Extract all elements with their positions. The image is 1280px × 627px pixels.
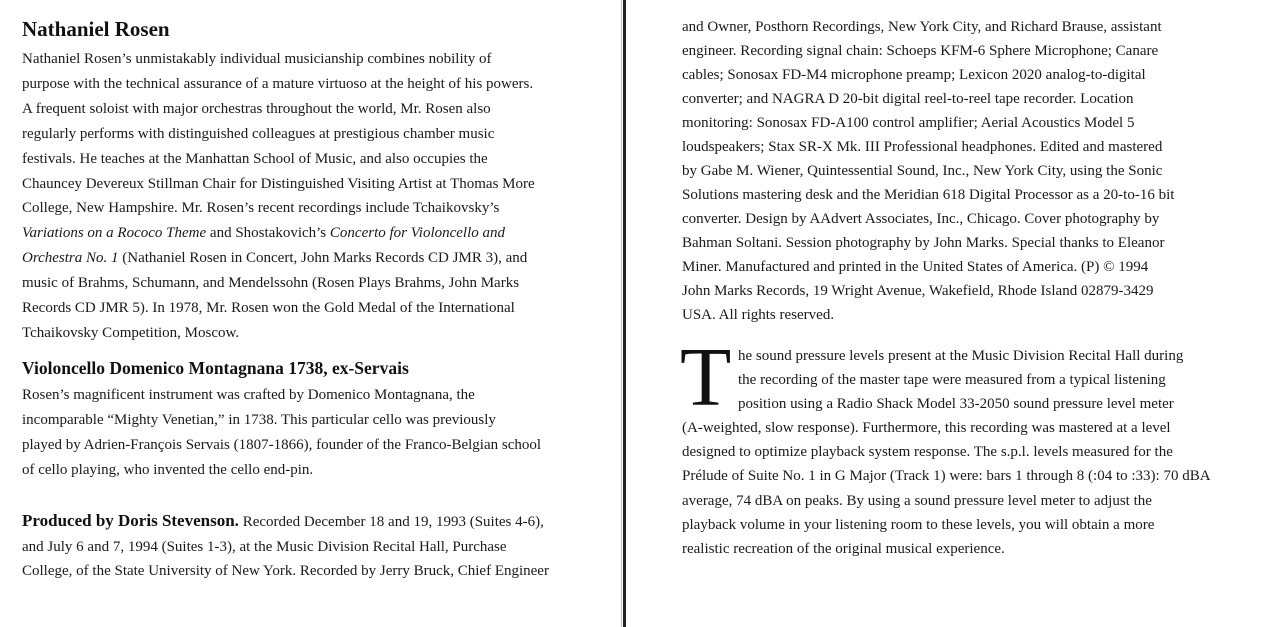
producer-lead: Produced by Doris Stevenson.: [22, 511, 239, 530]
text-line: College, of the State University of New York. Recorded by Jerry Bruck, Chief Engineer: [22, 563, 549, 580]
instrument-text: [22, 383, 541, 483]
text-line: Chauncey Devereux Stillman Chair for Distinguished Visiting Artist at Thomas More: [22, 175, 535, 192]
text-line: purpose with the technical assurance of a mature virtuoso at the height of his powers.: [22, 75, 534, 92]
page-gutter: [623, 0, 626, 627]
spl-note: [682, 344, 1211, 561]
text-line: Miner. Manufactured and printed in the United States of America. (P) © 1994: [682, 259, 1149, 275]
text-line: playback volume in your listening room to these levels, you will obtain a more: [682, 516, 1155, 533]
text-line: music of Brahms, Schumann, and Mendelssohn (Rosen Plays Brahms, John Marks: [22, 275, 520, 292]
text-line: Records CD JMR 5). In 1978, Mr. Rosen won the Gold Medal of the International: [22, 300, 515, 317]
artist-bio: [22, 47, 535, 346]
work-title: Concerto for Violoncello and: [329, 225, 506, 242]
text-line: A frequent soloist with major orchestras throughout the world, Mr. Rosen also: [22, 100, 491, 117]
text-line: realistic recreation of the original musical experience.: [682, 540, 1005, 557]
text-line: Prélude of Suite No. 1 in G Major (Track 1) were: bars 1 through 8 (:04 to :33): 70 dBA: [682, 468, 1211, 485]
text-line: monitoring: Sonosax FD-A100 control amplifier; Aerial Acoustics Model 5: [682, 115, 1135, 131]
production-credits: [22, 509, 549, 584]
text-line: USA. All rights reserved.: [682, 307, 835, 323]
text-line: of cello playing, who invented the cello end-pin.: [22, 462, 314, 478]
text-line: loudspeakers; Stax SR-X Mk. III Professional headphones. Edited and mastered: [682, 139, 1163, 155]
text-line: incomparable “Mighty Venetian,” in 1738. This particular cello was previously: [22, 412, 496, 428]
text-segment: and Shostakovich’s: [206, 225, 330, 242]
work-title: Variations on a Rococo Theme: [22, 225, 207, 242]
artist-heading: Nathaniel Rosen: [22, 17, 170, 41]
text-line: by Gabe M. Wiener, Quintessential Sound, Inc., New York City, using the Sonic: [682, 163, 1163, 179]
text-line: [22, 246, 535, 271]
text-line: the recording of the master tape were measured from a typical listening: [738, 372, 1166, 389]
work-title: Orchestra No. 1: [22, 250, 119, 267]
text-line: regularly performs with distinguished colleagues at prestigious chamber music: [22, 125, 495, 142]
text-line: festivals. He teaches at the Manhattan School of Music, and also occupies the: [22, 150, 488, 167]
text-line: played by Adrien-François Servais (1807-1866), founder of the Franco-Belgian school: [22, 437, 542, 453]
text-line: Bahman Soltani. Session photography by John Marks. Special thanks to Eleanor: [682, 235, 1165, 251]
text-line: cables; Sonosax FD-M4 microphone preamp; Lexicon 2020 analog-to-digital: [682, 67, 1146, 83]
text-line: Rosen’s magnificent instrument was crafted by Domenico Montagnana, the: [22, 387, 475, 403]
text-line: Solutions mastering desk and the Meridian 618 Digital Processor as a 20-to-16 bit: [682, 187, 1175, 203]
text-line: converter; and NAGRA D 20-bit digital reel-to-reel tape recorder. Location: [682, 91, 1134, 107]
text-line: Nathaniel Rosen’s unmistakably individual musicianship combines nobility of: [22, 51, 492, 67]
page-gutter-shadow: [621, 0, 622, 627]
text-line: (A-weighted, slow response). Furthermore, this recording was mastered at a level: [682, 420, 1171, 437]
text-line: John Marks Records, 19 Wright Avenue, Wakefield, Rhode Island 02879-3429: [682, 283, 1154, 299]
text-line: [22, 509, 549, 535]
text-line: and Owner, Posthorn Recordings, New York City, and Richard Brause, assistant: [682, 19, 1162, 35]
text-line: he sound pressure levels present at the Music Division Recital Hall during: [738, 348, 1184, 364]
text-line: [22, 221, 535, 246]
recording-credits: [682, 15, 1174, 327]
text-line: average, 74 dBA on peaks. By using a sound pressure level meter to adjust the: [682, 492, 1152, 509]
text-line: engineer. Recording signal chain: Schoeps KFM-6 Sphere Microphone; Canare: [682, 43, 1159, 59]
text-line: designed to optimize playback system response. The s.p.l. levels measured for the: [682, 444, 1173, 461]
text-line: converter. Design by AAdvert Associates, Inc., Chicago. Cover photography by: [682, 211, 1160, 227]
text-line: College, New Hampshire. Mr. Rosen’s recent recordings include Tchaikovsky’s: [22, 200, 500, 217]
text-line: position using a Radio Shack Model 33-2050 sound pressure level meter: [738, 396, 1174, 413]
text-line: Tchaikovsky Competition, Moscow.: [22, 324, 240, 341]
text-segment: Recorded December 18 and 19, 1993 (Suites 4-6),: [238, 514, 544, 530]
text-segment: (Nathaniel Rosen in Concert, John Marks Records CD JMR 3), and: [118, 250, 528, 267]
text-line: and July 6 and 7, 1994 (Suites 1-3), at the Music Division Recital Hall, Purchase: [22, 538, 507, 555]
instrument-heading: Violoncello Domenico Montagnana 1738, ex-Servais: [22, 358, 409, 378]
drop-cap: T: [680, 331, 732, 424]
